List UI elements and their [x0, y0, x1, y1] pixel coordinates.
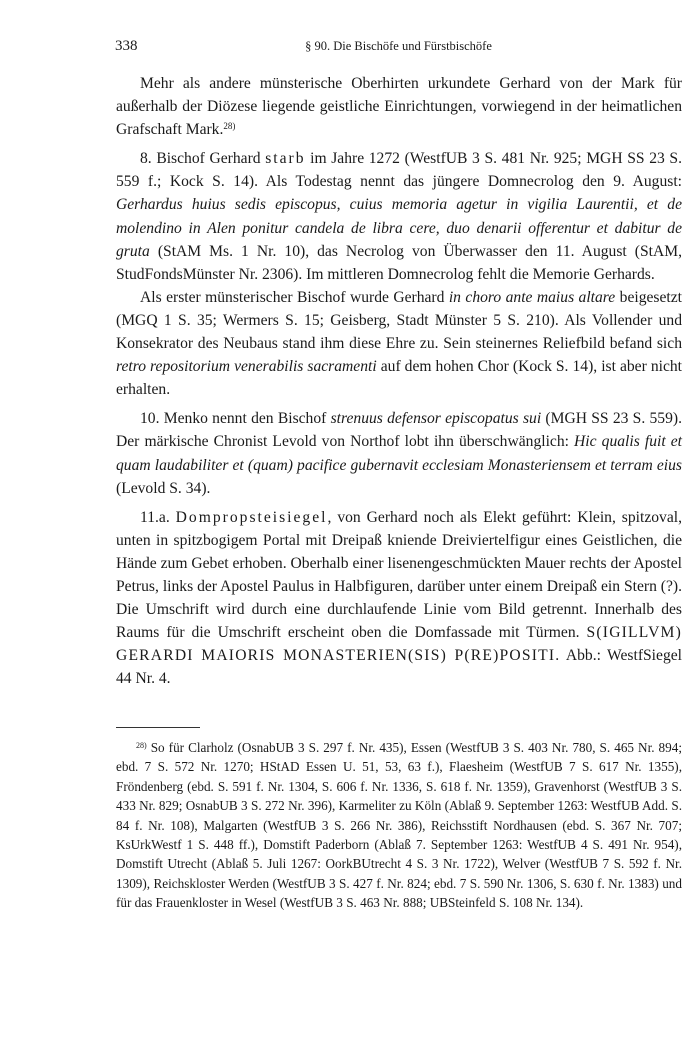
- footnote-reference: 28): [223, 121, 236, 132]
- latin-quote: Gerhardus huius sedis episcopus, cuius memoria agetur in vigilia Laurentii, et de molendino in Alen ponitur candela de libra cere, duo denarii offerentur et dabitur de gruta: [116, 196, 682, 260]
- footnote-28: [116, 738, 682, 913]
- seal-inscription: S(IGILLVM) GERARDI MAIORIS MONASTERIEN(SIS) P(RE)POSITI.: [116, 624, 682, 665]
- latin-phrase: strenuus defensor episcopatus sui: [330, 410, 542, 428]
- running-title: § 90. Die Bischöfe und Fürstbischöfe: [305, 39, 492, 53]
- footnote-text: So für Clarholz (OsnabUB 3 S. 297 f. Nr. 435), Essen (WestfUB 3 S. 403 Nr. 780, S. 465 Nr. 894; ebd. 7 S. 572 Nr. 1270; HStAD Essen U. 51, 53, 63 f.), Flaesheim (WestfUB 7 S. 617 Nr. 1355), Fröndenberg (ebd. S. 591 f. Nr. 1304, S. 606 f. Nr. 1336, S. 618 f. Nr. 1359), Gravenhorst (WestfUB 3 S. 433 Nr. 829; OsnabUB 3 S. 272 Nr. 396), Karmeliter zu Köln (Ablaß 9. September 1263: WestfUB Add. S. 84 f. Nr. 108), Malgarten (WestfUB 3 S. 266 Nr. 386), Reichsstift Nordhausen (ebd. S. 367 Nr. 707; KsUrkWestf 1 S. 448 ff.), Domstift Paderborn (Ablaß 7. September 1263: WestfUB 4 S. 491 Nr. 954), Domstift Utrecht (Ablaß 5. Juli 1267: OorkBUtrecht 4 S. 3 Nr. 1722), Welver (WestfUB 7 S. 592 f. Nr. 1309), Reichskloster Werden (WestfUB 3 S. 427 f. Nr. 824; ebd. 7 S. 590 Nr. 1306, S. 630 f. Nr. 1383) und für das Frauenkloster in Wesel (WestfUB 3 S. 463 Nr. 888; UBSteinfeld S. 108 Nr. 134).: [116, 740, 683, 911]
- paragraph-1: Mehr als andere münsterische Oberhirten urkundete Gerhard von der Mark für außerhalb der Diözese liegende geistliche Einrichtungen, vorwiegend in der heimatlichen Grafschaft Mark.$^{28)}$: [116, 75, 682, 139]
- paragraph-3: Als erster münsterischer Bischof wurde Gerhard in choro ante maius altare beigesetzt (MGQ 1 S. 35; Wermers S. 15; Geisberg, Stadt Münster 5 S. 210). Als Vollender und Konsekrator des Neubaus stand ihm diese Ehre zu. Sein steinernes Reliefbild befand sich retro repositorium venerabilis sacramenti auf dem hohen Chor (Kock S. 14), ist aber nicht erhalten.: [116, 288, 682, 399]
- paragraph-2: 8. Bischof Gerhard starb im Jahre 1272 (WestfUB 3 S. 481 Nr. 925; MGH SS 23 S. 559 f.; Kock S. 14). Als Todestag nennt das jüngere Domnecrolog den 9. August: Gerhardus huius sedis episcopus, cuius memoria agetur in vigilia Laurentii, et de molendino in Alen ponitur candela de libra cere, duo denarii offerentur et dabitur de gruta (StAM Ms. 1 Nr. 10), das Necrolog von Überwasser den 11. August (StAM, StudFondsMünster Nr. 2306). Im mittleren Domnecrolog fehlt die Memorie Gerhards.: [116, 150, 682, 283]
- footnote: [116, 738, 682, 913]
- paragraph-5: 11.a. Dompropsteisiegel, von Gerhard noch als Elekt geführt: Klein, spitzoval, unten in spitzbogigem Portal mit Dreipaß kniende Dreiviertelfigur eines Geistlichen, die Hände zum Gebet erhoben. Oberhalb einer lisenengeschmückten Mauer rechts der Apostel Petrus, links der Apostel Paulus in Halbfiguren, darüber unter einem Dreipaß ein Stern (?). Die Umschrift wird durch eine durchlaufende Linie vom Bild getrennt. Innerhalb des Raums für die Umschrift erscheint oben die Domfassade mit Türmen. S(IGILLVM) GERARDI MAIORIS MONASTERIEN(SIS) P(RE)POSITI. Abb.: WestfSiegel 44 Nr. 4.: [116, 508, 682, 688]
- footnote-rule: [116, 727, 200, 728]
- spaced-word: Dompropsteisiegel: [175, 508, 328, 526]
- latin-quote: Hic qualis fuit et quam laudabiliter et (quam) pacifice gubernavit ecclesiam Monasteriensem et terram eius: [116, 433, 682, 474]
- paragraph-4: 10. Menko nennt den Bischof strenuus defensor episcopatus sui (MGH SS 23 S. 559). Der märkische Chronist Levold von Northof lobt ihn überschwänglich: Hic qualis fuit et quam laudabiliter et (quam) pacifice gubernavit ecclesiam Monasteriensem et terram eius (Levold S. 34).: [116, 410, 682, 497]
- page-number: 338: [115, 38, 138, 54]
- latin-phrase: retro repositorium venerabilis sacramenti: [116, 358, 377, 376]
- main-text: [116, 72, 682, 690]
- footnote-number: 28): [136, 741, 147, 750]
- running-header: [115, 38, 682, 58]
- spaced-word: starb: [265, 150, 306, 168]
- latin-phrase: in choro ante maius altare: [448, 288, 616, 306]
